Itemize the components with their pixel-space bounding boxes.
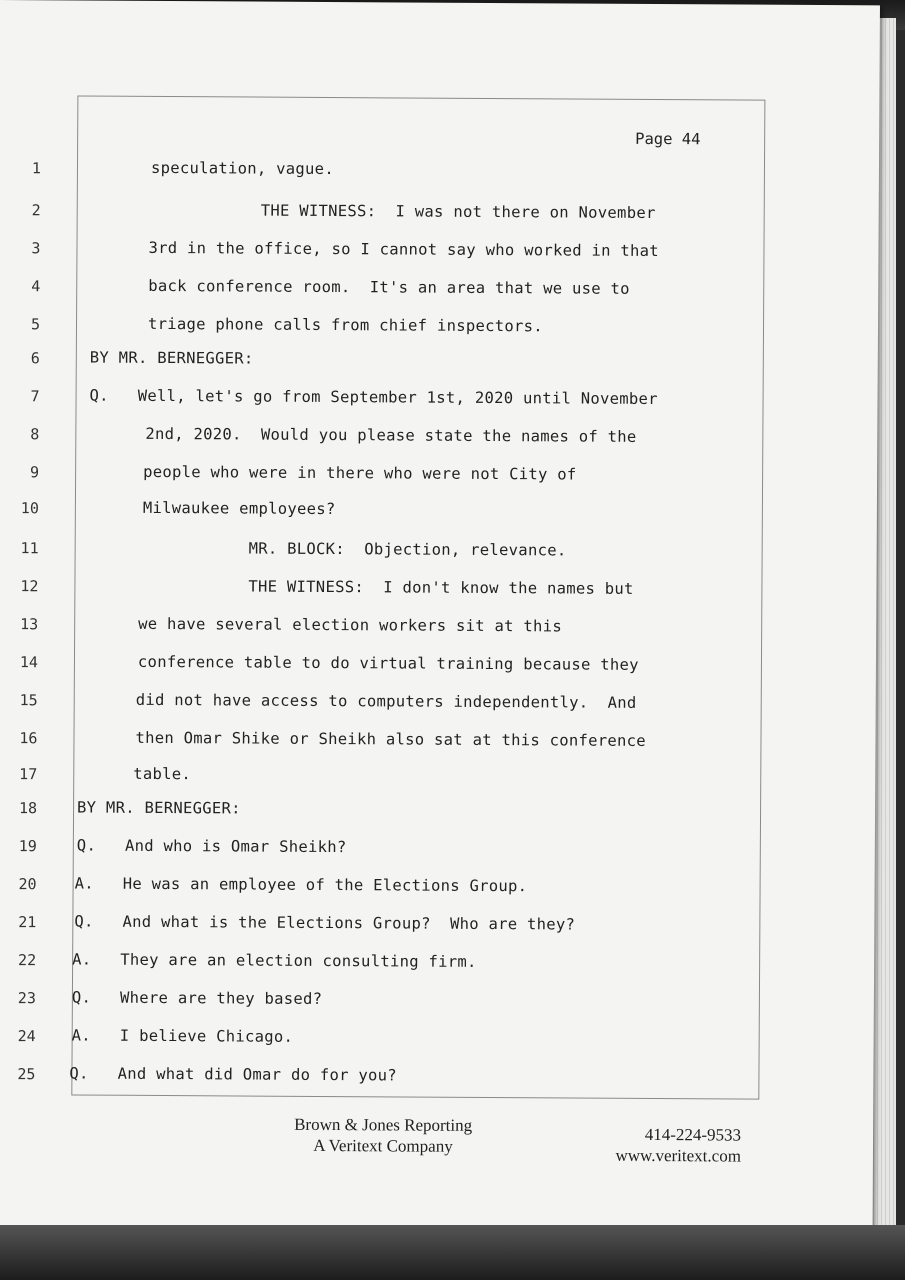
transcript-line: THE WITNESS: I don't know the names but	[248, 577, 634, 598]
transcript-line: BY MR. BERNEGGER:	[89, 348, 254, 368]
line-number: 25	[17, 1065, 36, 1084]
transcript-line: triage phone calls from chief inspectors.	[147, 314, 543, 336]
transcript-line: conference table to do virtual training because they	[137, 652, 639, 674]
transcript-line: BY MR. BERNEGGER:	[77, 798, 241, 818]
line-number: 14	[19, 653, 39, 672]
transcript-line: Q. And what is the Elections Group? Who are they?	[74, 912, 576, 934]
transcript-line: 3rd in the office, so I cannot say who worked in that	[148, 238, 660, 261]
transcript-line: Q. Well, let's go from September 1st, 2020 until November	[89, 386, 658, 409]
line-number: 2	[31, 201, 41, 220]
transcript-line: THE WITNESS: I was not there on November	[260, 201, 656, 223]
line-number: 5	[30, 315, 41, 334]
transcript-line: Q. And what did Omar do for you?	[69, 1064, 397, 1085]
line-number: 1	[31, 159, 42, 178]
company-name: Brown & Jones Reporting	[294, 1114, 473, 1135]
transcript-line: 2nd, 2020. Would you please state the names of the	[145, 424, 637, 446]
company-affiliation: A Veritext Company	[313, 1135, 453, 1156]
website: www.veritext.com	[615, 1145, 742, 1166]
line-number: 17	[19, 765, 38, 784]
line-number: 3	[31, 239, 41, 258]
transcript-line: Milwaukee employees?	[142, 498, 336, 519]
line-number: 6	[30, 349, 40, 368]
contact-info	[591, 1124, 741, 1167]
line-number: 18	[18, 799, 38, 818]
line-number: 21	[18, 913, 37, 932]
transcript-line: speculation, vague.	[150, 158, 335, 179]
line-number: 24	[17, 1027, 36, 1046]
scan-background-bottom	[0, 1225, 905, 1280]
transcript-line: we have several election workers sit at this	[138, 614, 563, 636]
line-number: 12	[20, 577, 39, 596]
transcript-line: then Omar Shike or Sheikh also sat at this conference	[135, 728, 647, 750]
transcript-line: MR. BLOCK: Objection, relevance.	[248, 539, 567, 560]
page-number: Page 44	[635, 129, 701, 149]
transcript-line: A. He was an employee of the Elections Group.	[74, 874, 528, 896]
transcript-line: did not have access to computers independently. And	[135, 690, 637, 712]
line-number: 7	[30, 387, 40, 406]
line-number: 16	[19, 729, 38, 748]
line-number: 8	[30, 425, 40, 444]
line-number: 15	[19, 691, 38, 710]
transcript-line: A. They are an election consulting firm.	[72, 950, 477, 971]
line-number: 9	[30, 463, 40, 482]
transcript-line: people who were in there who were not City of	[143, 462, 577, 484]
line-number: 23	[17, 989, 36, 1008]
phone-number: 414-224-9533	[644, 1124, 742, 1145]
line-number: 10	[20, 499, 39, 518]
line-number: 4	[31, 277, 41, 296]
transcript-line: table.	[133, 764, 192, 784]
line-number: 13	[20, 615, 39, 634]
transcript-line: back conference room. It's an area that we use to	[148, 276, 630, 298]
transcript-line: Q. Where are they based?	[71, 988, 323, 1008]
line-number: 20	[18, 875, 37, 894]
line-number: 19	[18, 837, 37, 856]
transcript-line: A. I believe Chicago.	[71, 1026, 294, 1046]
transcript-line: Q. And who is Omar Sheikh?	[76, 836, 347, 857]
line-number: 11	[20, 539, 39, 558]
line-number: 22	[18, 951, 37, 970]
reporting-company	[283, 1114, 483, 1157]
